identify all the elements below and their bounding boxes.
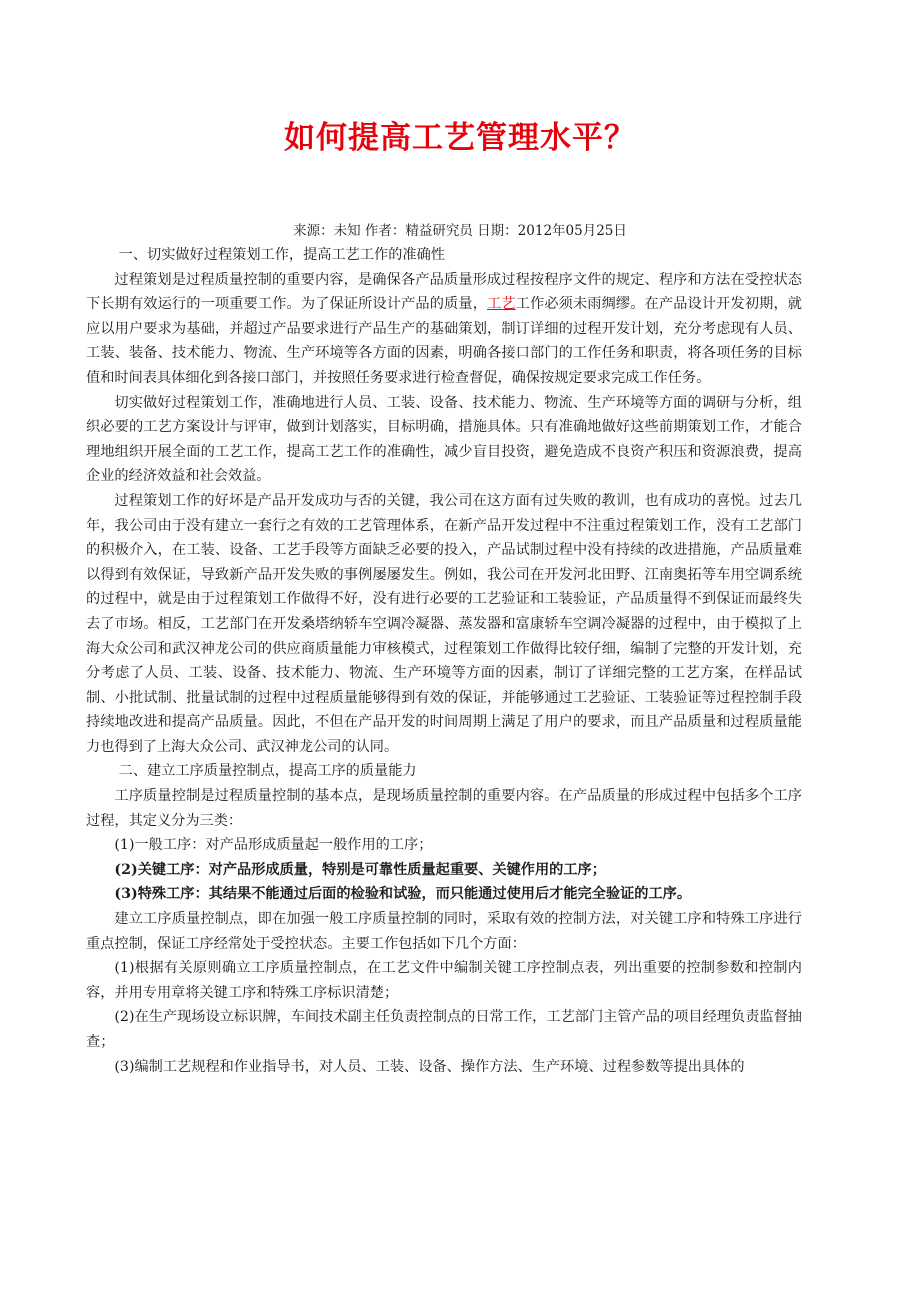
document-title: 如何提高工艺管理水平？	[284, 120, 636, 156]
document-body	[86, 243, 802, 1079]
gongyi-link[interactable]: 工艺	[487, 296, 516, 313]
list-item-1: (1)根据有关原则确立工序质量控制点，在工艺文件中编制关键工序控制点表，列出重要的控制参数和控制内容，并用专用章将关键工序和特殊工序标识清楚；	[86, 960, 802, 1001]
paragraph-5: 建立工序质量控制点，即在加强一般工序质量控制的同时，采取有效的控制方法，对关键工序和特殊工序进行重点控制，保证工序经常处于受控状态。主要工作包括如下几个方面：	[86, 911, 802, 952]
paragraph-1-text-before: 过程策划是过程质量控制的重要内容，是确保各产品质量形成过程按程序文件的规定、程序和方法在受控状态下长期有效运行的一项重要工作。为了保证所设计产品的质量，	[86, 271, 802, 313]
process-type-general: (1)一般工序：对产品形成质量起一般作用的工序；	[114, 837, 433, 854]
process-type-special: (3)特殊工序：其结果不能通过后面的检验和试验，而只能通过使用后才能完全验证的工序。	[114, 886, 692, 903]
paragraph-4: 工序质量控制是过程质量控制的基本点，是现场质量控制的重要内容。在产品质量的形成过程中包括多个工序过程，其定义分为三类：	[86, 788, 802, 829]
paragraph-2: 切实做好过程策划工作，准确地进行人员、工装、设备、技术能力、物流、生产环境等方面的调研与分析，组织必要的工艺方案设计与评审，做到计划落实，目标明确，措施具体。只有准确地做好这些前期策划工作，才能合理地组织开展全面的工艺工作，提高工艺工作的准确性，减少盲目投资，避免造成不良资产积压和资源浪费，提高企业的经济效益和社会效益。	[86, 394, 802, 485]
document-meta: 来源：未知 作者：精益研究员 日期：2012年05月25日	[293, 223, 627, 239]
list-item-3: (3)编制工艺规程和作业指导书，对人员、工装、设备、操作方法、生产环境、过程参数等提出具体的	[114, 1058, 745, 1075]
paragraph-3: 过程策划工作的好坏是产品开发成功与否的关键，我公司在这方面有过失败的教训，也有成功的喜悦。过去几年，我公司由于没有建立一套行之有效的工艺管理体系，在新产品开发过程中不注重过程策划工作，没有工艺部门的积极介入，在工装、设备、工艺手段等方面缺乏必要的投入，产品试制过程中没有持续的改进措施，产品质量难以得到有效保证，导致新产品开发失败的事例屡屡发生。例如，我公司在开发河北田野、江南奥拓等车用空调系统的过程中，就是由于过程策划工作做得不好，没有进行必要的工艺验证和工装验证，产品质量得不到保证而最终失去了市场。相反，工艺部门在开发桑塔纳轿车空调冷凝器、蒸发器和富康轿车空调冷凝器的过程中，由于模拟了上海大众公司和武汉神龙公司的供应商质量能力审核模式，过程策划工作做得比较仔细，编制了完整的开发计划，充分考虑了人员、工装、设备、技术能力、物流、生产环境等方面的因素，制订了详细完整的工艺方案，在样品试制、小批试制、批量试制的过程中过程质量能够得到有效的保证，并能够通过工艺验证、工装验证等过程控制手段持续地改进和提高产品质量。因此，不但在产品开发的时间周期上满足了用户的要求，而且产品质量和过程质量能力也得到了上海大众公司、武汉神龙公司的认同。	[86, 492, 802, 755]
paragraph-1	[86, 268, 802, 391]
section-heading-1: 一、切实做好过程策划工作，提高工艺工作的准确性	[118, 247, 445, 263]
section-heading-2: 二、建立工序质量控制点，提高工序的质量能力	[118, 763, 417, 780]
list-item-2: (2)在生产现场设立标识牌，车间技术副主任负责控制点的日常工作，工艺部门主管产品的项目经理负责监督抽查；	[86, 1009, 802, 1050]
process-type-key: (2)关键工序：对产品形成质量，特别是可靠性质量起重要、关键作用的工序；	[114, 861, 606, 878]
paragraph-1-text-after: 工作必须未雨绸缪。在产品设计开发初期，就应以用户要求为基础，并超过产品要求进行产品生产的基础策划，制订详细的过程开发计划，充分考虑现有人员、工装、装备、技术能力、物流、生产环境等各方面的因素，明确各接口部门的工作任务和职责，将各项任务的目标值和时间表具体细化到各接口部门，并按照任务要求进行检查督促，确保按规定要求完成工作任务。	[86, 296, 802, 386]
